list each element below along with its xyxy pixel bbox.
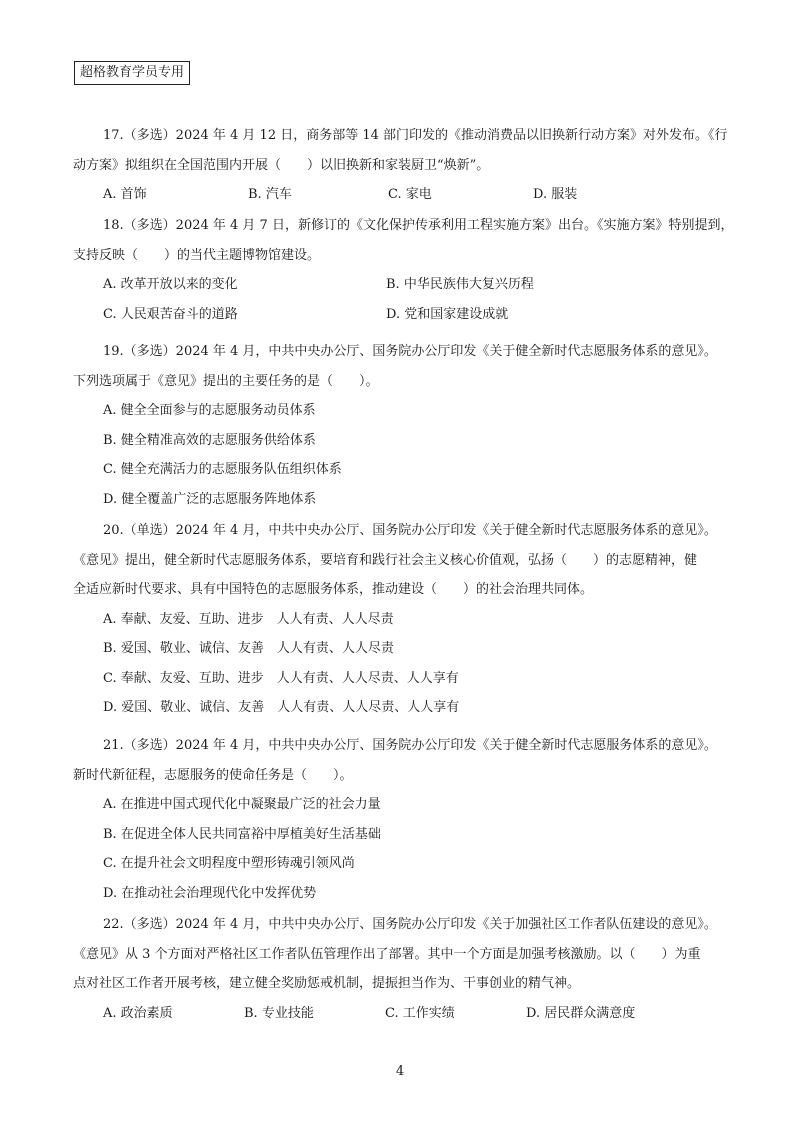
option-a: A. 首饰 [103, 187, 147, 202]
question-stem-line: 点对社区工作者开展考核，建立健全奖励惩戒机制，提振担当作为、干事创业的精气神。 [73, 976, 581, 991]
question-stem-line: 《意见》提出，健全新时代志愿服务体系，要培育和践行社会主义核心价值观，弘扬（ ）的志愿精神，健 [73, 552, 698, 568]
option-c: C. 家电 [388, 187, 432, 202]
option-a: A. 在推进中国式现代化中凝聚最广泛的社会力量 [103, 797, 381, 812]
option-c: C. 奉献、友爱、互助、进步 人人有责、人人尽责、人人享有 [103, 670, 459, 686]
question-stem-line: 21.（多选）2024 年 4 月，中共中央办公厅、国务院办公厅印发《关于健全新时代志愿服务体系的意见》。 [103, 738, 717, 753]
option-d: D. 居民群众满意度 [526, 1005, 636, 1021]
option-b: B. 专业技能 [244, 1005, 314, 1021]
question-22 [73, 910, 728, 1028]
question-stem-line: 《意见》从 3 个方面对严格社区工作者队伍管理作出了部署。其中一个方面是加强考核激励。以（ ）为重 [73, 946, 701, 962]
option-b: B. 汽车 [248, 187, 292, 202]
question-stem-line: 18.（多选）2024 年 4 月 7 日，新修订的《文化保护传承利用工程实施方案》出台。《实施方案》特别提到， [103, 218, 734, 233]
option-d: D. 服装 [533, 187, 578, 202]
question-stem-line: 20.（单选）2024 年 4 月，中共中央办公厅、国务院办公厅印发《关于健全新时代志愿服务体系的意见》。 [103, 523, 717, 538]
option-c: C. 在提升社会文明程度中塑形铸魂引领风尚 [103, 856, 355, 871]
option-b: B. 爱国、敬业、诚信、友善 人人有责、人人尽责 [103, 641, 394, 656]
option-d: D. 爱国、敬业、诚信、友善 人人有责、人人尽责、人人享有 [103, 700, 460, 715]
question-stem-line: 17.（多选）2024 年 4 月 12 日，商务部等 14 部门印发的《推动消费品以旧换新行动方案》对外发布。《行 [103, 128, 728, 143]
option-a: A. 改革开放以来的变化 [103, 277, 238, 292]
question-stem-line: 19.（多选）2024 年 4 月，中共中央办公厅、国务院办公厅印发《关于健全新时代志愿服务体系的意见》。 [103, 344, 717, 359]
question-stem-line: 新时代新征程，志愿服务的使命任务是（ ）。 [73, 767, 353, 783]
option-b: B. 中华民族伟大复兴历程 [386, 277, 534, 292]
question-21 [73, 731, 728, 908]
question-18 [73, 211, 734, 329]
option-c: C. 健全充满活力的志愿服务队伍组织体系 [103, 462, 342, 477]
question-17 [73, 121, 728, 210]
question-stem-line: 动方案》拟组织在全国范围内开展（ ）以旧换新和家装厨卫“焕新”。 [73, 157, 490, 173]
option-b: B. 健全精准高效的志愿服务供给体系 [103, 432, 316, 448]
option-c: C. 人民艰苦奋斗的道路 [103, 306, 238, 322]
option-d: D. 健全覆盖广泛的志愿服务阵地体系 [103, 491, 317, 507]
question-20 [73, 516, 728, 723]
option-d: D. 党和国家建设成就 [386, 306, 509, 322]
option-a: A. 奉献、友爱、互助、进步 人人有责、人人尽责 [103, 611, 394, 627]
option-c: C. 工作实绩 [385, 1005, 455, 1021]
option-a: A. 健全全面参与的志愿服务动员体系 [103, 403, 316, 418]
page-number: 4 [395, 1064, 405, 1079]
question-stem-line: 全适应新时代要求、具有中国特色的志愿服务体系，推动建设（ ）的社会治理共同体。 [73, 582, 594, 597]
option-d: D. 在推动社会治理现代化中发挥优势 [103, 885, 317, 901]
question-stem-line: 支持反映（ ）的当代主题博物馆建设。 [73, 247, 321, 263]
header-label: 超格教育学员专用 [74, 61, 190, 85]
question-stem-line: 22.（多选）2024 年 4 月，中共中央办公厅、国务院办公厅印发《关于加强社区工作者队伍建设的意见》。 [103, 917, 717, 932]
option-a: A. 政治素质 [103, 1005, 173, 1021]
option-b: B. 在促进全体人民共同富裕中厚植美好生活基础 [103, 826, 381, 842]
question-19 [73, 337, 728, 514]
question-stem-line: 下列选项属于《意见》提出的主要任务的是（ ）。 [73, 373, 379, 389]
